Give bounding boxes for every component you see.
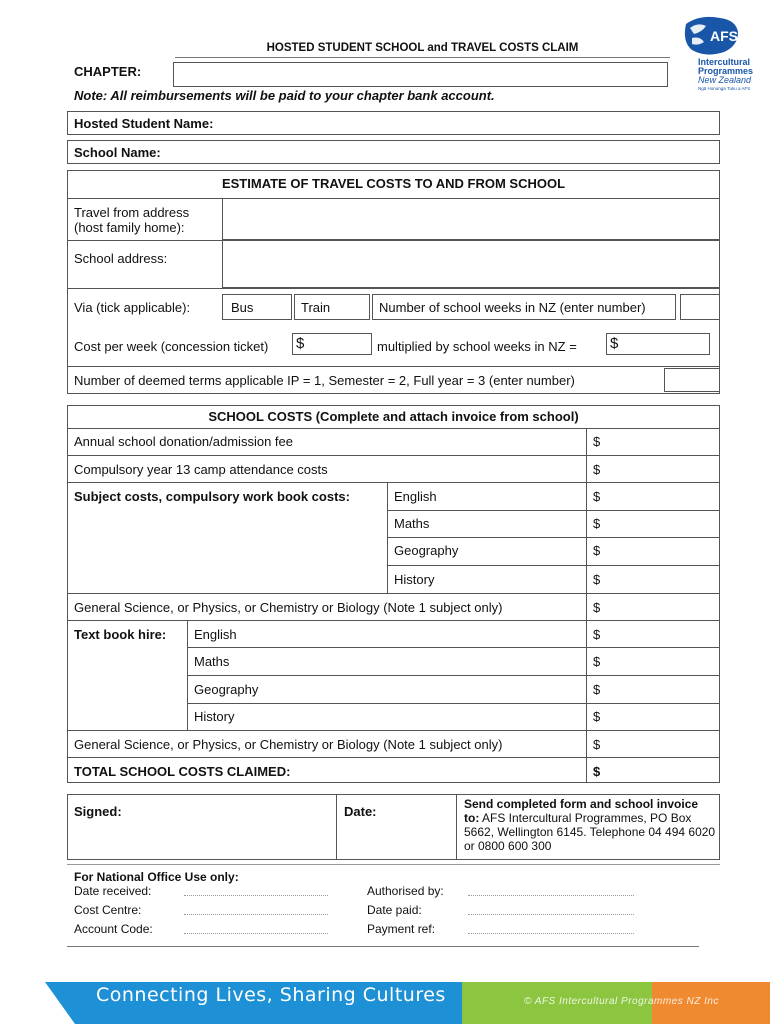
total-amount[interactable]: $	[593, 764, 601, 779]
chapter-input[interactable]	[173, 62, 668, 87]
textbook-english: English	[194, 627, 237, 642]
subject-maths: Maths	[394, 516, 430, 531]
date-paid-label: Date paid:	[367, 903, 422, 917]
send-instructions: Send completed form and school invoice to: AFS Intercultural Programmes, PO Box 5662, Wellington 6145. Telephone 04 494 6020 or 0800 600 300	[464, 797, 716, 853]
hosted-student-label: Hosted Student Name:	[74, 116, 214, 131]
textbook-history: History	[194, 709, 235, 724]
weeks-input[interactable]	[680, 294, 720, 320]
textbook-geography-amount[interactable]: $	[593, 682, 601, 697]
subject-history-amount[interactable]: $	[593, 572, 601, 587]
date-paid-line[interactable]	[468, 914, 634, 915]
general-science-amount[interactable]: $	[593, 600, 601, 615]
donation-label: Annual school donation/admission fee	[74, 434, 293, 449]
subject-english: English	[394, 489, 437, 504]
date-received-label: Date received:	[74, 884, 152, 898]
school-name-field[interactable]	[67, 140, 720, 164]
divider	[67, 288, 720, 289]
divider	[67, 455, 720, 456]
divider	[67, 757, 720, 758]
subject-costs-label: Subject costs, compulsory work book costs:	[74, 489, 350, 504]
logo-mark: AFS	[710, 28, 738, 44]
divider	[387, 565, 720, 566]
logo-tagline: Ngā Hononga Tuku a AFS	[698, 86, 751, 91]
via-label: Via (tick applicable):	[74, 300, 191, 315]
divider	[67, 620, 720, 621]
text-book-hire-label: Text book hire:	[74, 627, 167, 642]
divider	[67, 730, 720, 731]
divider	[387, 537, 720, 538]
divider	[187, 647, 720, 648]
cost-centre-line[interactable]	[184, 914, 328, 915]
textbook-history-amount[interactable]: $	[593, 709, 601, 724]
title-divider	[175, 57, 670, 58]
date-received-line[interactable]	[184, 895, 328, 896]
train-checkbox[interactable]	[294, 294, 370, 320]
authorised-by-label: Authorised by:	[367, 884, 444, 898]
camp-label: Compulsory year 13 camp attendance costs	[74, 462, 328, 477]
textbook-maths: Maths	[194, 654, 230, 669]
footer-banner	[0, 982, 770, 1024]
school-address-input[interactable]	[222, 240, 720, 288]
divider	[67, 946, 699, 947]
textbook-maths-amount[interactable]: $	[593, 654, 601, 669]
divider	[456, 794, 457, 860]
school-address-label: School address:	[74, 251, 168, 266]
subject-english-amount[interactable]: $	[593, 489, 601, 504]
divider	[187, 703, 720, 704]
cost-per-week-label: Cost per week (concession ticket)	[74, 339, 269, 354]
total-label: TOTAL SCHOOL COSTS CLAIMED:	[74, 764, 291, 779]
weeks-label: Number of school weeks in NZ (enter number)	[379, 300, 646, 315]
divider	[67, 593, 720, 594]
divider	[67, 428, 720, 429]
logo-line1: Intercultural Programmes	[698, 57, 754, 76]
school-name-label: School Name:	[74, 145, 161, 160]
form-title: HOSTED STUDENT SCHOOL and TRAVEL COSTS CLAIM	[266, 42, 579, 54]
camp-amount[interactable]: $	[593, 462, 601, 477]
subject-maths-amount[interactable]: $	[593, 516, 601, 531]
payment-ref-line[interactable]	[468, 933, 634, 934]
multiplied-label: multiplied by school weeks in NZ =	[377, 339, 577, 354]
signed-label: Signed:	[74, 804, 122, 819]
divider	[387, 510, 720, 511]
hosted-student-name-field[interactable]	[67, 111, 720, 135]
travel-total-input[interactable]	[606, 333, 710, 355]
weeks-label-box	[372, 294, 676, 320]
dollar-sign: $	[296, 335, 305, 352]
deemed-terms-label: Number of deemed terms applicable IP = 1, Semester = 2, Full year = 3 (enter number)	[74, 373, 575, 388]
deemed-terms-input[interactable]	[664, 368, 720, 392]
textbook-general-science-label: General Science, or Physics, or Chemistry or Biology (Note 1 subject only)	[74, 737, 503, 752]
donation-amount[interactable]: $	[593, 434, 601, 449]
travel-from-input[interactable]	[222, 198, 720, 240]
divider	[67, 864, 720, 865]
subject-geography-amount[interactable]: $	[593, 543, 601, 558]
subject-geography: Geography	[394, 543, 459, 558]
bus-label: Bus	[231, 300, 254, 315]
logo-line3: New Zealand	[698, 75, 752, 85]
divider	[187, 675, 720, 676]
travel-heading: ESTIMATE OF TRAVEL COSTS TO AND FROM SCHOOL	[221, 176, 566, 191]
cost-centre-label: Cost Centre:	[74, 903, 142, 917]
bus-checkbox[interactable]	[222, 294, 292, 320]
divider	[67, 366, 720, 367]
footer-copyright: © AFS Intercultural Programmes NZ Inc	[524, 996, 719, 1007]
chapter-label: CHAPTER:	[74, 64, 142, 79]
signature-input[interactable]	[140, 800, 330, 850]
subject-history: History	[394, 572, 435, 587]
reimbursement-note: Note: All reimbursements will be paid to your chapter bank account.	[74, 88, 495, 103]
textbook-geography: Geography	[194, 682, 259, 697]
office-heading: For National Office Use only:	[74, 870, 239, 884]
divider	[336, 794, 337, 860]
dollar-sign: $	[610, 335, 619, 352]
footer-slogan: Connecting Lives, Sharing Cultures	[96, 984, 446, 1006]
account-code-line[interactable]	[184, 933, 328, 934]
date-input[interactable]	[390, 800, 450, 850]
general-science-label: General Science, or Physics, or Chemistry or Biology (Note 1 subject only)	[74, 600, 503, 615]
date-label: Date:	[344, 804, 377, 819]
divider	[67, 482, 720, 483]
train-label: Train	[301, 300, 331, 315]
account-code-label: Account Code:	[74, 922, 153, 936]
afs-logo	[678, 14, 768, 94]
payment-ref-label: Payment ref:	[367, 922, 436, 936]
textbook-english-amount[interactable]: $	[593, 627, 601, 642]
school-costs-heading: SCHOOL COSTS (Complete and attach invoice from school)	[208, 409, 579, 424]
travel-from-label: Travel from address (host family home):	[74, 205, 190, 235]
cost-per-week-input[interactable]	[292, 333, 372, 355]
textbook-general-science-amount[interactable]: $	[593, 737, 601, 752]
authorised-by-line[interactable]	[468, 895, 634, 896]
